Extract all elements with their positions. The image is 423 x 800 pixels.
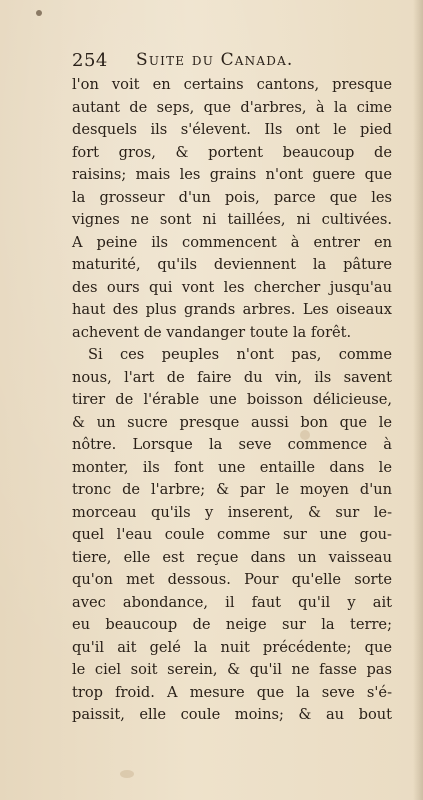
text-line: nous, l'art de faire du vin, ils savent [72,368,392,386]
text-line: le ciel soit serein, & qu'il ne fasse pas [72,661,392,678]
text-line: monter, ils font une entaille dans le [72,458,392,476]
text-line: raisins; mais les grains n'ont guere que [72,166,392,183]
text-line: & un sucre presque aussi bon que le [72,413,392,431]
text-line: fort gros, & portent beaucoup de [72,143,392,161]
text-line: morceau qu'ils y inserent, & sur le- [72,503,392,521]
text-line: quel l'eau coule comme sur une gou- [72,526,392,543]
text-line: autant de seps, que d'arbres, à la cime [72,98,392,116]
text-line: la grosseur d'un pois, parce que les [72,188,392,206]
text-line: A peine ils commencent à entrer en [72,233,392,251]
text-line: l'on voit en certains cantons, presque [72,76,392,93]
text-line: qu'on met dessous. Pour qu'elle sorte [72,571,392,588]
text-line: tiere, elle est reçue dans un vaisseau [72,548,392,566]
text-line: nôtre. Lorsque la seve commence à [72,436,392,453]
text-line: des ours qui vont les chercher jusqu'au [72,278,392,296]
text-line: qu'il ait gelé la nuit précédente; que [72,638,392,656]
ink-spot [36,10,42,16]
page-header [72,50,392,76]
text-line: trop froid. A mesure que la seve s'é- [72,683,392,701]
text-line: maturité, qu'ils deviennent la pâture [72,256,392,273]
text-line: paissit, elle coule moins; & au bout [72,706,392,723]
text-line: desquels ils s'élevent. Ils ont le pied [72,121,392,138]
text-line: eu beaucoup de neige sur la terre; [72,616,392,633]
text-line: haut des plus grands arbres. Les oiseaux [72,301,392,318]
running-head: Suite du Canada. [136,50,294,70]
body-text [72,74,392,727]
text-line: tronc de l'arbre; & par le moyen d'un [72,481,392,498]
text-line: achevent de vandanger toute la forêt. [72,323,352,341]
foxing-spot [120,770,134,778]
text-line: vignes ne sont ni taillées, ni cultivées. [72,211,392,228]
page-edge-shadow [413,0,423,800]
text-line: tirer de l'érable une boisson délicieuse, [72,391,392,408]
page-number: 254 [72,50,108,71]
text-line: Si ces peuples n'ont pas, comme [88,346,392,363]
text-line: avec abondance, il faut qu'il y ait [72,593,392,611]
